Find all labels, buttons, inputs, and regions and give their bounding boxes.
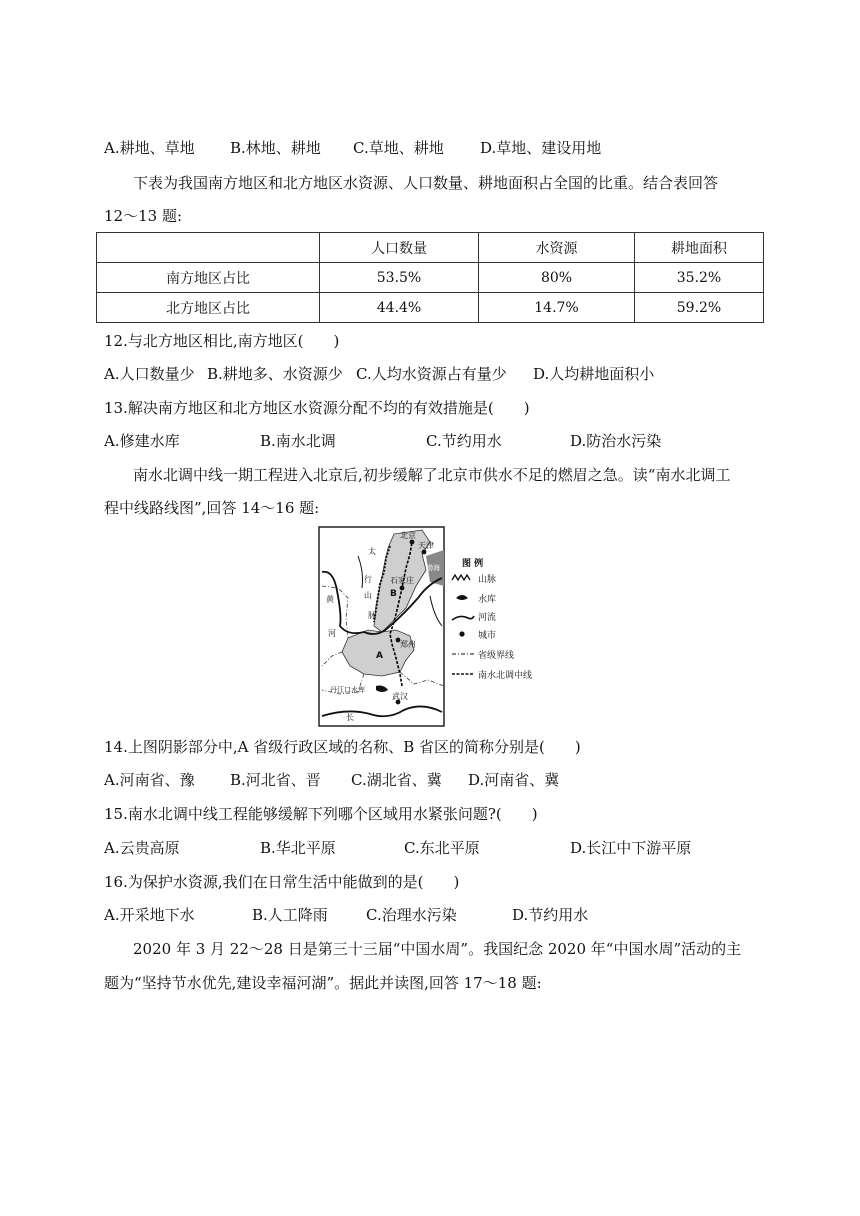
svg-text:丹江口水库: 丹江口水库	[330, 686, 365, 694]
q11-option-d: D.草地、建设用地	[480, 139, 602, 157]
q14-option-b: B.河北省、晋	[230, 771, 321, 789]
beijing-city-icon	[410, 540, 415, 545]
svg-text:太: 太	[368, 547, 376, 556]
svg-text:郑州: 郑州	[400, 640, 416, 649]
intro-12-13-line2: 12～13 题:	[104, 207, 182, 225]
svg-text:渤海: 渤海	[426, 564, 440, 572]
svg-text:黄: 黄	[326, 595, 334, 604]
q13-option-b: B.南水北调	[260, 432, 336, 450]
q15-stem: 15.南水北调中线工程能够缓解下列哪个区域用水紧张问题?( )	[104, 805, 538, 823]
q15-option-c: C.东北平原	[404, 839, 480, 857]
tianjin-city-icon	[422, 550, 427, 555]
table-header-cell: 耕地面积	[635, 233, 764, 263]
intro-14-16-line1: 南水北调中线一期工程进入北京后,初步缓解了北京市供水不足的燃眉之急。读“南水北调工	[133, 466, 731, 484]
q12-option-d: D.人均耕地面积小	[533, 365, 655, 383]
city-legend-icon	[459, 631, 464, 636]
svg-text:水库: 水库	[478, 595, 497, 605]
svg-text:行: 行	[364, 575, 372, 584]
q14-option-d: D.河南省、冀	[468, 771, 560, 789]
q12-option-a: A.人口数量少	[104, 365, 195, 383]
q14-option-a: A.河南省、豫	[104, 771, 195, 789]
svg-text:山: 山	[364, 591, 372, 600]
svg-text:河: 河	[328, 629, 336, 638]
shijiazhuang-city-icon	[400, 586, 405, 591]
intro-12-13-line1: 下表为我国南方地区和北方地区水资源、人口数量、耕地面积占全国的比重。结合表回答	[133, 174, 719, 192]
q11-option-c: C.草地、耕地	[353, 139, 444, 157]
svg-text:长: 长	[346, 713, 354, 722]
q11-option-b: B.林地、耕地	[230, 139, 321, 157]
q16-option-a: A.开采地下水	[104, 906, 195, 924]
q13-stem: 13.解决南方地区和北方地区水资源分配不均的有效措施是( )	[104, 399, 530, 417]
svg-text:天津: 天津	[418, 541, 434, 550]
table-header-cell	[97, 233, 320, 263]
table-header-row	[97, 233, 764, 263]
q16-option-b: B.人工降雨	[252, 906, 328, 924]
svg-text:脉: 脉	[368, 611, 376, 620]
intro-14-16-line2: 程中线路线图”,回答 14～16 题:	[104, 499, 320, 517]
svg-text:B: B	[390, 589, 397, 599]
svg-text:省级界线: 省级界线	[478, 651, 515, 661]
table-cell: 北方地区占比	[97, 293, 320, 323]
table-header-cell: 人口数量	[320, 233, 479, 263]
table-cell: 14.7%	[479, 293, 635, 323]
river-legend-icon	[452, 616, 474, 620]
q12-stem: 12.与北方地区相比,南方地区( )	[104, 332, 340, 350]
svg-text:城市: 城市	[478, 631, 497, 641]
q12-option-c: C.人均水资源占有量少	[356, 365, 507, 383]
table-cell: 35.2%	[635, 263, 764, 293]
q14-option-c: C.湖北省、冀	[351, 771, 442, 789]
legend-title: 图 例	[462, 559, 484, 569]
q14-stem: 14.上图阴影部分中,A 省级行政区域的名称、B 省区的简称分别是( )	[104, 738, 581, 756]
intro-17-18-line1: 2020 年 3 月 22～28 日是第三十三届“中国水周”。我国纪念 2020 年“中国水周”活动的主	[133, 940, 742, 958]
svg-text:北京: 北京	[400, 531, 416, 540]
intro-17-18-line2: 题为“坚持节水优先,建设幸福河湖”。据此并读图,回答 17～18 题:	[104, 974, 542, 992]
table-cell: 59.2%	[635, 293, 764, 323]
q16-stem: 16.为保护水资源,我们在日常生活中能做到的是( )	[104, 873, 460, 891]
water-population-table	[96, 232, 764, 323]
svg-text:河流: 河流	[478, 613, 497, 623]
mountain-legend-icon	[452, 575, 470, 580]
route-map	[318, 526, 550, 728]
table-row	[97, 293, 764, 323]
q15-option-b: B.华北平原	[260, 839, 336, 857]
reservoir-legend-icon	[456, 595, 468, 600]
q13-option-c: C.节约用水	[426, 432, 502, 450]
table-cell: 53.5%	[320, 263, 479, 293]
svg-text:山脉: 山脉	[478, 575, 497, 585]
q15-option-a: A.云贵高原	[104, 839, 180, 857]
q11-option-a: A.耕地、草地	[104, 139, 195, 157]
svg-text:南水北调中线: 南水北调中线	[478, 671, 533, 681]
table-row	[97, 263, 764, 293]
table-header-cell: 水资源	[479, 233, 635, 263]
q16-option-c: C.治理水污染	[366, 906, 457, 924]
q15-option-d: D.长江中下游平原	[570, 839, 692, 857]
svg-text:石家庄: 石家庄	[390, 576, 414, 585]
svg-text:武汉: 武汉	[392, 692, 408, 701]
table-cell: 南方地区占比	[97, 263, 320, 293]
table-cell: 44.4%	[320, 293, 479, 323]
q13-option-d: D.防治水污染	[570, 432, 662, 450]
table-cell: 80%	[479, 263, 635, 293]
q13-option-a: A.修建水库	[104, 432, 180, 450]
q16-option-d: D.节约用水	[512, 906, 589, 924]
q12-option-b: B.耕地多、水资源少	[207, 365, 343, 383]
svg-text:A: A	[376, 651, 383, 661]
